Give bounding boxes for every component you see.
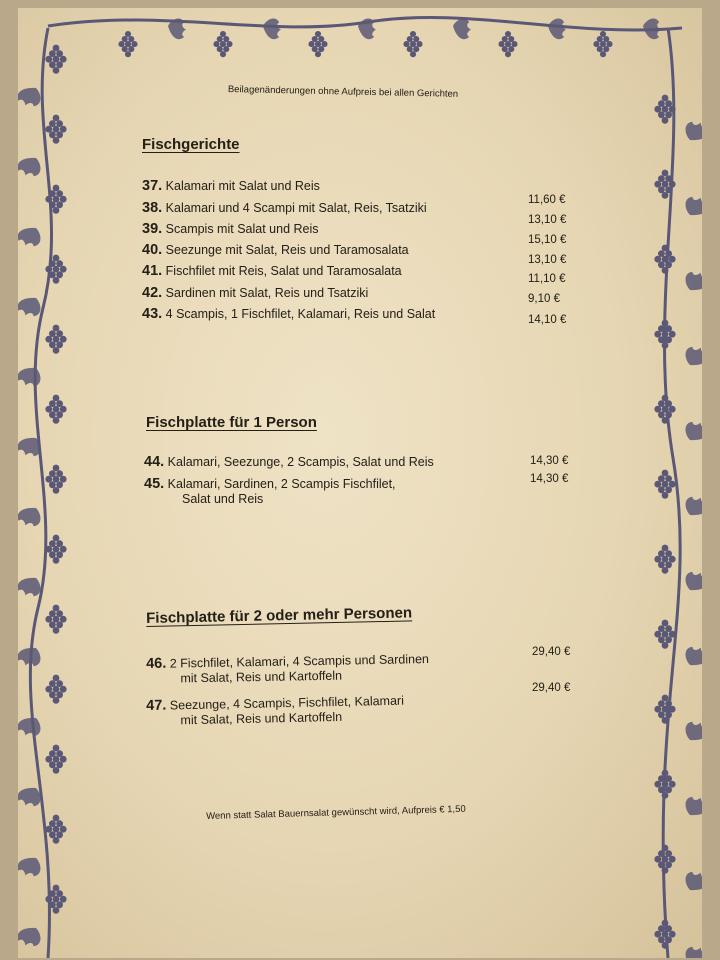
menu-item-46 <box>146 651 429 686</box>
item-description: Kalamari mit Salat und Reis <box>165 179 320 193</box>
item-price: 15,10 € <box>528 234 567 246</box>
item-price: 11,10 € <box>528 273 566 285</box>
item-description-line2: mit Salat, Reis und Kartoffeln <box>180 668 343 686</box>
item-price: 14,10 € <box>528 314 567 326</box>
item-number: 46. <box>146 655 167 672</box>
item-description: Sardinen mit Salat, Reis und Tsatziki <box>165 286 369 300</box>
section-title-fischgerichte: Fischgerichte <box>142 136 240 153</box>
item-price: 14,30 € <box>530 473 569 485</box>
item-price: 14,30 € <box>530 455 569 467</box>
item-number: 45. <box>144 476 165 492</box>
menu-item-42 <box>142 285 368 301</box>
item-description: Scampis mit Salat und Reis <box>165 222 319 236</box>
item-description-line2: Salat und Reis <box>182 492 264 506</box>
item-price: 13,10 € <box>528 254 567 266</box>
item-description: Seezunge, 4 Scampis, Fischfilet, Kalamari <box>169 693 405 713</box>
menu-item-47 <box>146 693 404 728</box>
farmer-salad-surcharge-note: Wenn statt Salat Bauernsalat gewünscht wird, Aufpreis € 1,50 <box>206 803 466 822</box>
item-number: 38. <box>142 200 163 216</box>
menu-item-43 <box>142 306 435 322</box>
item-number: 37. <box>142 178 163 194</box>
item-description: Kalamari, Sardinen, 2 Scampis Fischfilet, <box>167 477 396 491</box>
menu-item-39 <box>142 221 319 237</box>
menu-item-40 <box>142 242 409 258</box>
item-description: 2 Fischfilet, Kalamari, 4 Scampis und Sardinen <box>169 652 430 671</box>
item-description: Kalamari und 4 Scampi mit Salat, Reis, Tsatziki <box>165 201 427 215</box>
menu-page <box>18 8 702 958</box>
side-dish-note: Beilagenänderungen ohne Aufpreis bei allen Gerichten <box>227 84 459 100</box>
item-number: 39. <box>142 221 163 237</box>
item-number: 47. <box>146 697 167 714</box>
item-description: 4 Scampis, 1 Fischfilet, Kalamari, Reis und Salat <box>165 307 436 321</box>
item-number: 41. <box>142 263 163 279</box>
section-title-fischplatte-1-person: Fischplatte für 1 Person <box>146 414 317 431</box>
section-title-fischplatte-2-personen: Fischplatte für 2 oder mehr Personen <box>146 604 413 627</box>
item-description: Seezunge mit Salat, Reis und Taramosalata <box>165 243 409 257</box>
item-price: 11,60 € <box>528 194 566 206</box>
item-price: 13,10 € <box>528 214 567 226</box>
item-number: 44. <box>144 454 165 470</box>
item-price: 29,40 € <box>532 646 571 658</box>
item-number: 43. <box>142 306 163 322</box>
item-number: 40. <box>142 242 163 258</box>
menu-item-37 <box>142 178 320 194</box>
item-number: 42. <box>142 285 163 301</box>
menu-item-44 <box>144 454 434 470</box>
item-description: Kalamari, Seezunge, 2 Scampis, Salat und Reis <box>167 455 434 469</box>
item-price: 29,40 € <box>532 682 571 694</box>
item-description-line2: mit Salat, Reis und Kartoffeln <box>180 709 343 728</box>
menu-item-41 <box>142 263 402 279</box>
item-description: Fischfilet mit Reis, Salat und Taramosalata <box>165 264 402 278</box>
menu-item-38 <box>142 200 427 216</box>
menu-item-45 <box>144 476 396 506</box>
item-price: 9,10 € <box>528 293 560 305</box>
